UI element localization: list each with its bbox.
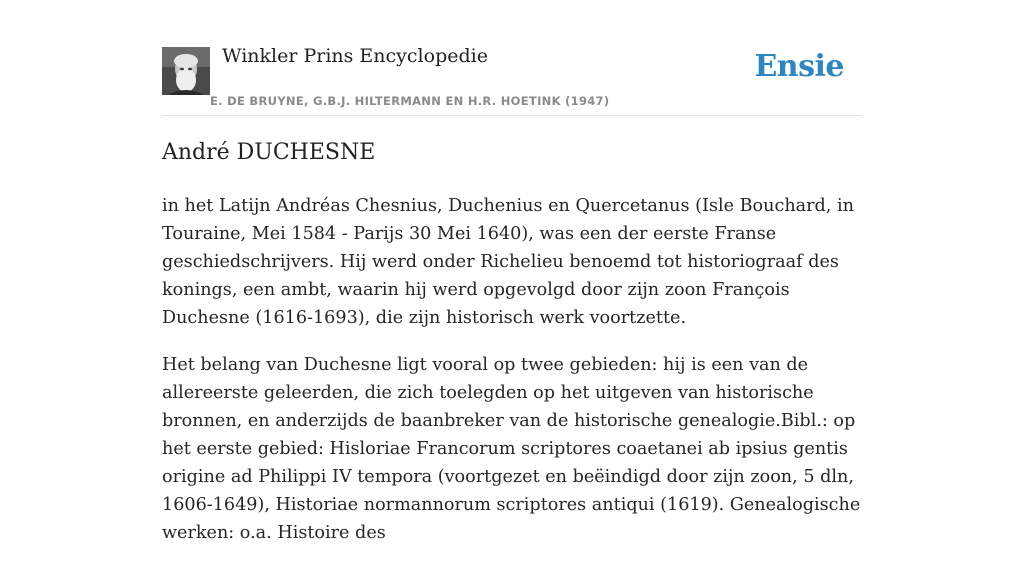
- article-paragraph: in het Latijn Andréas Chesnius, Duchenius en Quercetanus (Isle Bouchard, in Touraine, Mei 1584 - Parijs 30 Mei 1640), was een der eerste Franse geschiedschrijvers. Hij werd onder Richelieu benoemd tot historiograaf des konings, een ambt, waarin hij werd opgevolgd door zijn zoon François Duchesne (1616-1693), die zijn historisch werk voortzette.: [162, 196, 854, 328]
- portrait-photo-icon: [162, 47, 210, 95]
- article-title: André DUCHESNE: [162, 140, 376, 165]
- site-subtitle: E. DE BRUYNE, G.B.J. HILTERMANN EN H.R. HOETINK (1947): [210, 94, 610, 108]
- author-avatar[interactable]: [162, 47, 210, 95]
- site-header: [162, 44, 862, 116]
- brand-logo[interactable]: Ensie: [754, 49, 844, 84]
- site-title[interactable]: Winkler Prins Encyclopedie: [222, 45, 488, 67]
- article-body: [162, 192, 862, 566]
- article-paragraph: Het belang van Duchesne ligt vooral op twee gebieden: hij is een van de allereerste geleerden, die zich toelegden op het uitgeven van historische bronnen, en anderzijds de baanbreker van de historische genealogie.Bibl.: op het eerste gebied: Hisloriae Francorum scriptores coaetanei ab ipsius gentis origine ad Philippi IV tempora (voortgezet en beëindigd door zijn zoon, 5 dln, 1606-1649), Historiae normannorum scriptores antiqui (1619). Genealogische werken: o.a. Histoire des: [162, 355, 861, 543]
